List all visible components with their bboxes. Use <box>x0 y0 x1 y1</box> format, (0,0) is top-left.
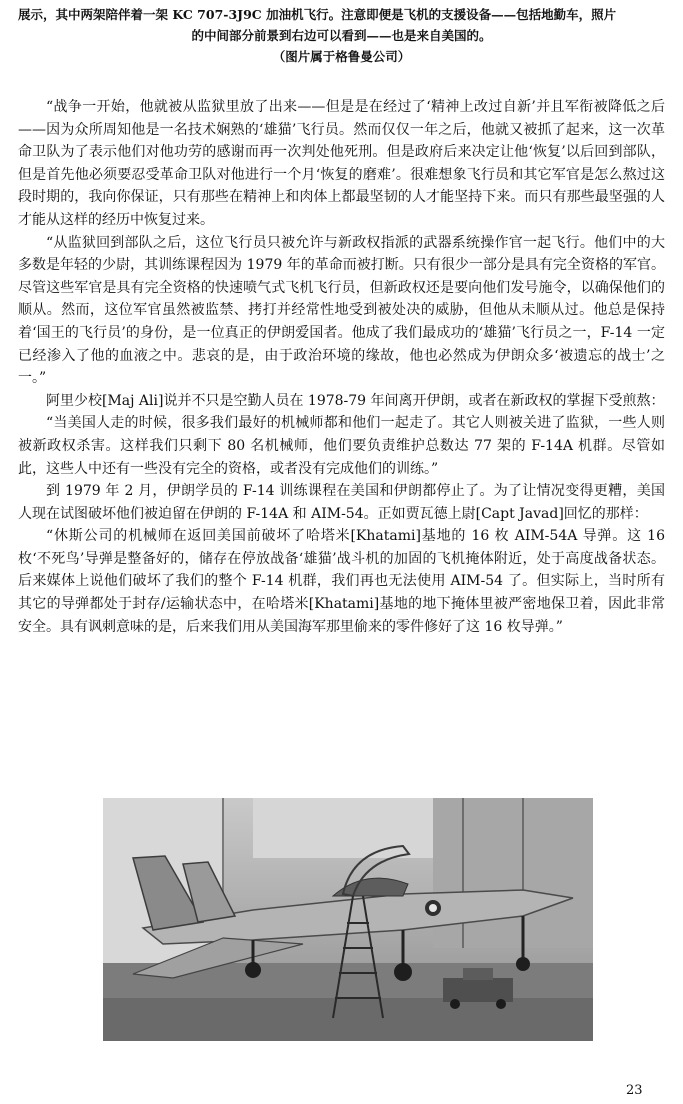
paragraph: 到 1979 年 2 月，伊朗学员的 F-14 训练课程在美国和伊朗都停止了。为了让情况变得更糟，美国人现在试图破坏他们被迫留在伊朗的 F-14A 和 AIM-54。正如贾瓦德上尉[Capt Javad]回忆的那样： <box>18 483 665 522</box>
photo-credit: （图片属于格鲁曼公司） <box>272 49 411 64</box>
paragraph: “休斯公司的机械师在返回美国前破坏了哈塔米[Khatami]基地的 16 枚 AIM-54A 导弹。这 16 枚‘不死鸟’导弹是整备好的，储存在停放战备‘雄猫’战斗机的加固的飞机掩体附近，处于高度战备状态。后来媒体上说他们破坏了我们的整个 F-14 机群，我们再也无法使用 AIM-54 了。但实际上，当时所有其它的导弹都处于封存/运输状态中，在哈塔米[Khatami]基地的地下掩体里被严密地保卫着，因此非常安全。具有讽刺意味的是，后来我们用从美国海军那里偷来的零件修好了这 16 枚导弹。” <box>18 528 665 635</box>
paragraph: “从监狱回到部队之后，这位飞行员只被允许与新政权指派的武器系统操作官一起飞行。他们中的大多数是年轻的少尉，其训练课程因为 1979 年的革命而被打断。只有很少一部分是具有完全资格的军官。尽管这些军官是具有完全资格的快速喷气式飞机飞行员，但新政权还是要向他们发号施令，以确保他们的顺从。然而，这位军官虽然被监禁、拷打并经常性地受到被处决的威胁，但他从未顺从过。他总是保持着‘国王的飞行员’的身份，是一位真正的伊朗爱国者。他成了我们最成功的‘雄猫’飞行员之一，F-14 一定已经渗入了他的血液之中。悲哀的是，由于政治环境的缘故，他也必然成为伊朗众多‘被遗忘的战士’之一。” <box>18 234 665 387</box>
article-body <box>18 96 665 638</box>
paragraph: 阿里少校[Maj Ali]说并不只是空勤人员在 1978-79 年间离开伊朗，或者在新政权的掌握下受煎熬： <box>46 392 665 409</box>
page-number: 23 <box>626 1083 643 1098</box>
paragraph: “当美国人走的时候，很多我们最好的机械师都和他们一起走了。其它人则被关进了监狱，一些人则被新政权杀害。这样我们只剩下 80 名机械师，他们要负责维护总数达 77 架的 F-14A 机群。尽管如此，这些人中还有一些没有完全的资格，或者没有完成他们的训练。” <box>18 415 665 477</box>
f14-hangar-illustration <box>103 798 593 1041</box>
caption-line-2: 的中间部分前景到右边可以看到——也是来自美国的。 <box>191 28 492 43</box>
photo-caption <box>18 4 665 67</box>
caption-line-1: 展示，其中两架陪伴着一架 KC 707-3J9C 加油机飞行。注意即便是飞机的支援设备——包括地勤车，照片 <box>18 7 617 22</box>
hangar-photo <box>103 798 593 1041</box>
paragraph: “战争一开始，他就被从监狱里放了出来——但是是在经过了‘精神上改过自新’并且军衔被降低之后——因为众所周知他是一名技术娴熟的‘雄猫’飞行员。然而仅仅一年之后，他就又被抓了起来，这一次革命卫队为了表示他们对他功劳的感谢而再一次判处他死刑。但是政府后来决定让他‘恢复’以后回到部队，但是首先他必须要忍受革命卫队对他进行一个月‘恢复的磨难’。很难想象飞行员和其它军官是怎么熬过这段时期的，我向你保证，只有那些在精神上和肉体上都最坚韧的人才能坚持下来。而只有那些最坚强的人才能从这样的经历中恢复过来。 <box>18 99 665 228</box>
